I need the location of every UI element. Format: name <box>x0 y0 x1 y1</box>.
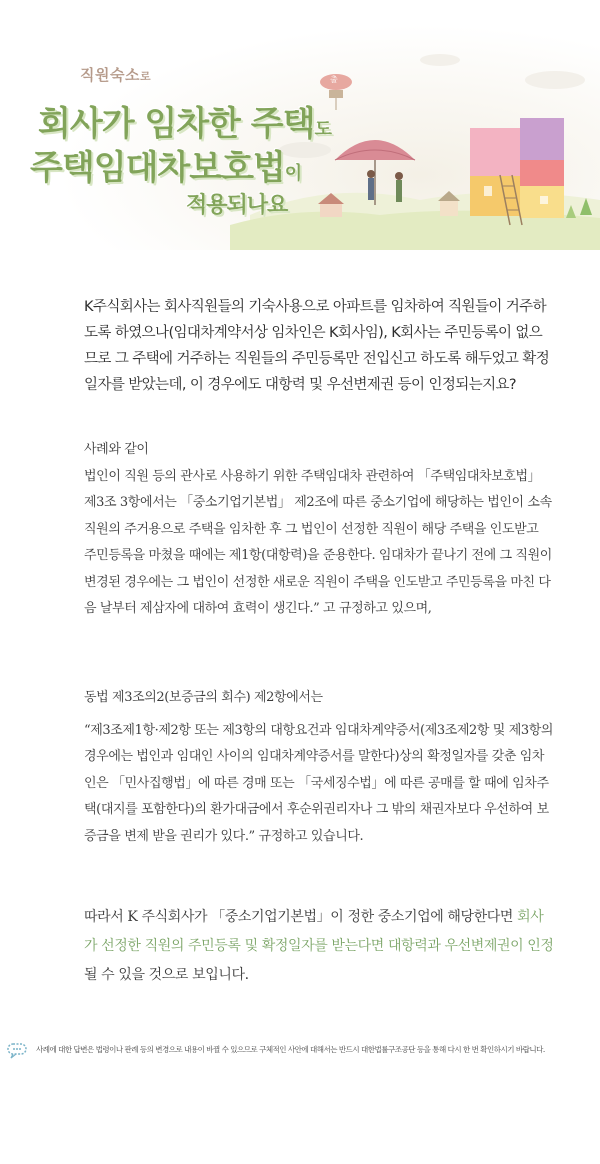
hero-banner <box>0 0 600 250</box>
answer-paragraph-2-heading: 동법 제3조의2(보증금의 회수) 제2항에서는 <box>84 690 323 705</box>
hero-title-line-3: 적용되나요 <box>186 193 288 218</box>
answer-conclusion <box>84 903 554 990</box>
conclusion-part-1: 따라서 K 주식회사가 「중소기업기본법」이 정한 중소기업에 해당한다면 <box>84 909 518 925</box>
hero-title-line-1 <box>38 96 331 145</box>
speech-bubble-icon <box>6 1041 30 1063</box>
hero-title-line-1-suffix: 도 <box>314 119 331 140</box>
footer-notice <box>6 1041 596 1061</box>
conclusion-highlight: 회사가 선정한 직원의 주민등록 및 확정일자를 받는다면 대항력과 우선변제권이 인정 <box>84 909 554 954</box>
hero-title-line-1-main: 회사가 임차한 주택 <box>38 104 315 144</box>
hero-title-line-2 <box>30 140 301 189</box>
hero-subtitle-suffix: 로 <box>139 70 152 83</box>
hero-title-line-2-main: 주택임대차보호법 <box>30 148 285 188</box>
footer-notice-text: 사례에 대한 답변은 법령이나 판례 등의 변경으로 내용이 바뀔 수 있으므로 구체적인 사안에 대해서는 반드시 대한법률구조공단 등을 통해 다시 한 번 확인하시기 바랍니다. <box>36 1045 545 1054</box>
answer-block-2 <box>84 685 554 850</box>
question-text: K주식회사는 회사직원들의 기숙사용으로 아파트를 임차하여 직원들이 거주하도록 하였으나(임대차계약서상 임차인은 K회사임), K회사는 주민등록이 없으므로 그 주택에 거주하는 직원들의 주민등록만 전입신고 하도록 해두었고 확정일자를 받았는데, 이 경우에도 대항력 및 우선변제권 등이 인정되는지요? <box>84 299 550 393</box>
answer-intro: 사례와 같이 <box>84 442 149 457</box>
hero-subtitle-main: 직원숙소 <box>80 66 140 84</box>
answer-paragraph-2: “제3조제1항·제2항 또는 제3항의 대항요건과 임대차계약증서(제3조제2항 및 제3항의 경우에는 법인과 임대인 사이의 임대차계약증서를 말한다)상의 확정일자를 갖춘 임차인은 「민사집행법」에 따른 경매 또는 「국세징수법」에 따른 공매를 할 때에 임차주택(대지를 포함한다)의 환가대금에서 후순위권리자나 그 밖의 채권자보다 우선하여 보증금을 변제 받을 권리가 있다.” 규정하고 있습니다. <box>84 722 554 844</box>
hero-subtitle <box>80 64 151 85</box>
balloon-sign: 출 <box>330 75 338 84</box>
answer-block-1 <box>84 437 554 623</box>
conclusion-part-2: 될 수 있을 것으로 보입니다. <box>84 967 249 983</box>
hero-title-line-2-suffix: 이 <box>284 163 302 184</box>
answer-paragraph-1: 법인이 직원 등의 관사로 사용하기 위한 주택임대차 관련하여 「주택임대차보호법」 제3조 3항에서는 「중소기업기본법」 제2조에 따른 중소기업에 해당하는 법인이 소속 직원의 주거용으로 주택을 임차한 후 그 법인이 선정한 직원이 해당 주택을 인도받고 주민등록을 마쳤을 때에는 제1항(대항력)을 준용한다. 임대차가 끝나기 전에 그 직원이 변경된 경우에는 그 법인이 선정한 새로운 직원이 주택을 인도받고 주민등록을 마친 다음 날부터 제삼자에 대하여 효력이 생긴다.” 고 규정하고 있으며, <box>84 468 552 616</box>
